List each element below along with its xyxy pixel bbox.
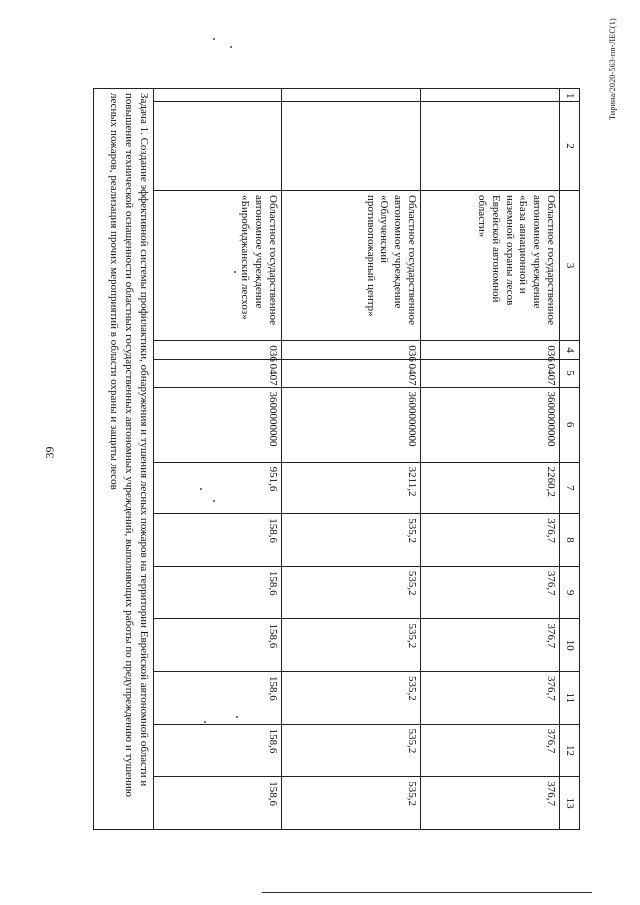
cell-section-code: 0407 [282,359,421,387]
cell-year-value: 158,6 [154,724,282,777]
col-header-7: 7 [560,462,580,514]
cell-col2 [282,101,421,190]
cell-section-code: 0407 [421,359,560,387]
col-header-4: 4 [560,341,580,359]
page-number: 39 [42,446,57,459]
cell-year-value: 535,2 [282,514,421,567]
cell-year-value: 376,7 [421,777,560,830]
cell-institution-name: Областное государственное автономное учреждение «База авиационной и наземной охраны лесов Еврейской автономной области» [421,191,560,341]
scan-speck [213,38,215,40]
scan-speck [230,46,232,48]
col-header-6: 6 [560,387,580,462]
col-header-12: 12 [560,724,580,777]
cell-target-code: 3600000000 [154,387,282,462]
col-header-9: 9 [560,566,580,619]
cell-total: 2260,2 [421,462,560,514]
cell-total: 3211,2 [282,462,421,514]
col-header-3: 3 [560,191,580,341]
cell-year-value: 158,6 [154,566,282,619]
cell-col2 [154,101,282,190]
cell-institution-name: Областное государственное автономное учреждение «Облученский противопожарный центр» [282,191,421,341]
table-row [421,89,560,830]
col-header-10: 10 [560,619,580,672]
rotated-table-container [100,88,580,830]
cell-col1 [154,89,282,102]
col-header-13: 13 [560,777,580,830]
cell-ministry-code: 036 [154,341,282,359]
cell-year-value: 376,7 [421,566,560,619]
task-description: Задача 1. Создание эффективной системы профилактики, обнаружения и тушения лесных пожаров на территории Еврейской автономной области и повышение технической оснащенности областных государственных автономных учреждений, выполняющих работы по предупреждению и тушению лесных пожаров, реализация прочих мероприятий в области охраны и защиты лесов [94,89,154,830]
cell-year-value: 376,7 [421,514,560,567]
cell-year-value: 158,6 [154,672,282,725]
header-row [560,89,580,830]
cell-year-value: 158,6 [154,777,282,830]
cell-section-code: 0407 [154,359,282,387]
cell-year-value: 535,2 [282,619,421,672]
col-header-2: 2 [560,101,580,190]
cell-institution-name: Областное государственное автономное учреждение «Биробиджанский лесхоз» [154,191,282,341]
table-row [154,89,282,830]
bottom-rule [262,892,592,893]
cell-year-value: 535,2 [282,724,421,777]
cell-target-code: 3600000000 [282,387,421,462]
cell-target-code: 3600000000 [421,387,560,462]
table-row [282,89,421,830]
cell-year-value: 376,7 [421,672,560,725]
col-header-11: 11 [560,672,580,725]
cell-year-value: 158,6 [154,514,282,567]
cell-year-value: 158,6 [154,619,282,672]
cell-year-value: 535,2 [282,777,421,830]
cell-col1 [421,89,560,102]
budget-table [93,88,580,830]
col-header-5: 5 [560,359,580,387]
document-code: Тирина/2020-563-пп-ЛЕС(1) [608,18,617,120]
cell-ministry-code: 036 [421,341,560,359]
cell-col1 [282,89,421,102]
cell-year-value: 535,2 [282,672,421,725]
cell-year-value: 376,7 [421,724,560,777]
cell-total: 951,6 [154,462,282,514]
cell-ministry-code: 036 [282,341,421,359]
cell-year-value: 376,7 [421,619,560,672]
cell-year-value: 535,2 [282,566,421,619]
col-header-8: 8 [560,514,580,567]
col-header-1: 1 [560,89,580,102]
task-row [94,89,154,830]
cell-col2 [421,101,560,190]
